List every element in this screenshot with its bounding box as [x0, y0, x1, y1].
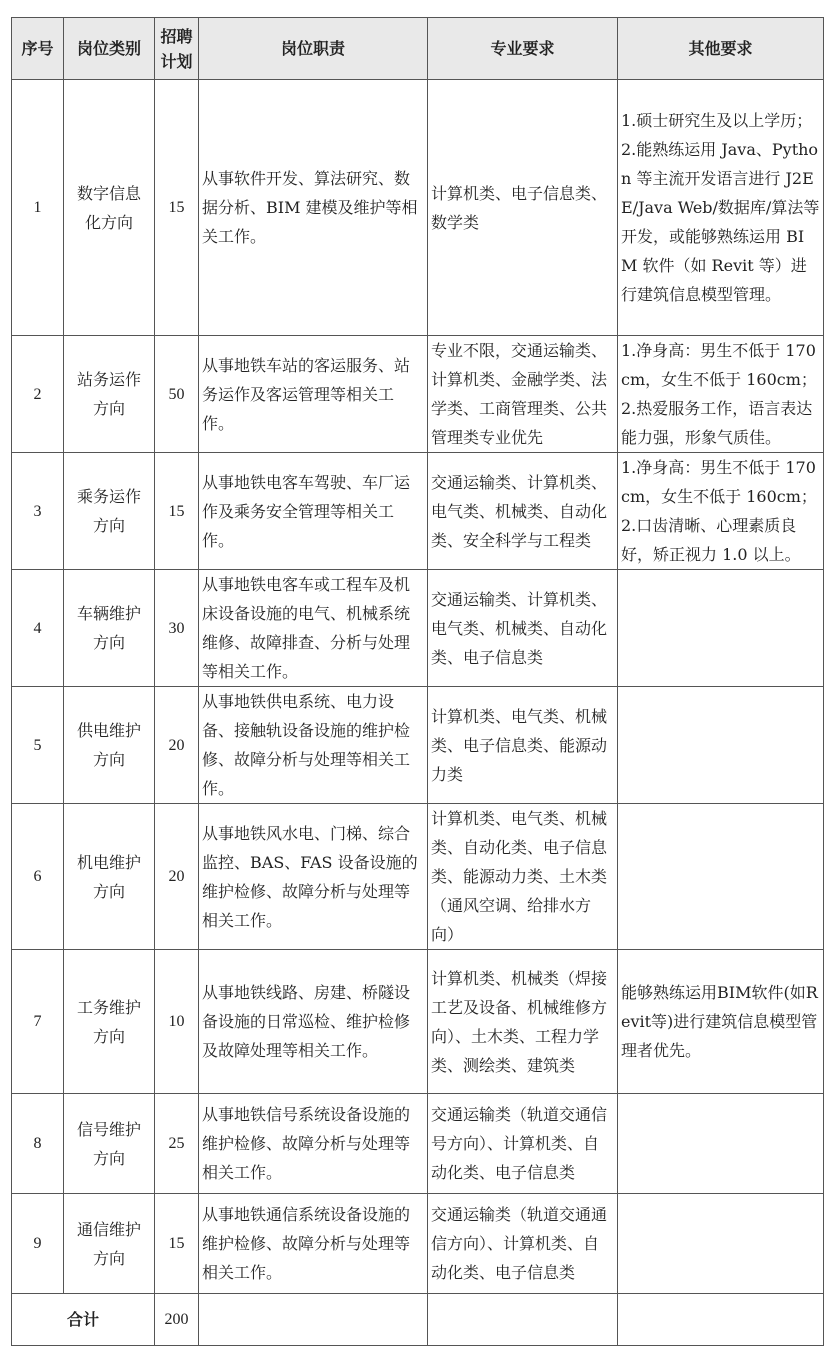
row-duty: 从事地铁供电系统、电力设备、接触轨设备设施的维护检修、故障分析与处理等相关工作。 [199, 687, 428, 804]
table-row [12, 453, 824, 570]
row-index: 4 [12, 570, 64, 687]
row-major: 计算机类、电气类、机械类、电子信息类、能源动力类 [428, 687, 618, 804]
row-plan: 50 [155, 336, 199, 453]
row-duty: 从事地铁通信系统设备设施的维护检修、故障分析与处理等相关工作。 [199, 1194, 428, 1294]
row-plan: 20 [155, 687, 199, 804]
row-duty: 从事地铁线路、房建、桥隧设备设施的日常巡检、维护检修及故障处理等相关工作。 [199, 950, 428, 1094]
recruitment-table [11, 17, 824, 1346]
row-category: 机电维护 方向 [64, 804, 155, 950]
row-index: 2 [12, 336, 64, 453]
row-other [618, 804, 824, 950]
recruitment-table-wrapper [11, 17, 824, 1346]
row-index: 5 [12, 687, 64, 804]
total-row [12, 1294, 824, 1346]
row-plan: 15 [155, 453, 199, 570]
row-index: 6 [12, 804, 64, 950]
header-category: 岗位类别 [64, 18, 155, 80]
row-other [618, 687, 824, 804]
row-major: 计算机类、机械类（焊接工艺及设备、机械维修方向）、土木类、工程力学类、测绘类、建筑类 [428, 950, 618, 1094]
row-major: 交通运输类（轨道交通信号方向）、计算机类、自动化类、电子信息类 [428, 1094, 618, 1194]
row-major: 交通运输类、计算机类、电气类、机械类、自动化类、安全科学与工程类 [428, 453, 618, 570]
header-plan: 招聘 计划 [155, 18, 199, 80]
header-row [12, 18, 824, 80]
row-category: 工务维护 方向 [64, 950, 155, 1094]
row-category: 乘务运作 方向 [64, 453, 155, 570]
row-major: 计算机类、电子信息类、数学类 [428, 80, 618, 336]
total-empty-major [428, 1294, 618, 1346]
total-empty-other [618, 1294, 824, 1346]
row-duty: 从事地铁车站的客运服务、站务运作及客运管理等相关工作。 [199, 336, 428, 453]
row-duty: 从事地铁风水电、门梯、综合监控、BAS、FAS 设备设施的维护检修、故障分析与处理等相关工作。 [199, 804, 428, 950]
row-duty: 从事地铁电客车或工程车及机床设备设施的电气、机械系统维修、故障排查、分析与处理等相关工作。 [199, 570, 428, 687]
table-row [12, 804, 824, 950]
row-category: 信号维护 方向 [64, 1094, 155, 1194]
table-row [12, 950, 824, 1094]
row-category: 供电维护 方向 [64, 687, 155, 804]
row-category: 站务运作 方向 [64, 336, 155, 453]
row-plan: 30 [155, 570, 199, 687]
total-empty-duty [199, 1294, 428, 1346]
row-plan: 10 [155, 950, 199, 1094]
row-plan: 25 [155, 1094, 199, 1194]
table-row [12, 80, 824, 336]
table-row [12, 1094, 824, 1194]
row-duty: 从事地铁电客车驾驶、车厂运作及乘务安全管理等相关工作。 [199, 453, 428, 570]
row-other: 1.净身高：男生不低于 170cm，女生不低于 160cm； 2.口齿清晰、心理素质良好，矫正视力 1.0 以上。 [618, 453, 824, 570]
row-duty: 从事地铁信号系统设备设施的维护检修、故障分析与处理等相关工作。 [199, 1094, 428, 1194]
row-major: 专业不限，交通运输类、计算机类、金融学类、法学类、工商管理类、公共管理类专业优先 [428, 336, 618, 453]
row-plan: 15 [155, 1194, 199, 1294]
header-major: 专业要求 [428, 18, 618, 80]
table-row [12, 570, 824, 687]
row-category: 数字信息 化方向 [64, 80, 155, 336]
table-row [12, 687, 824, 804]
table-row [12, 1194, 824, 1294]
row-major: 交通运输类（轨道交通通信方向）、计算机类、自动化类、电子信息类 [428, 1194, 618, 1294]
row-category: 车辆维护 方向 [64, 570, 155, 687]
header-other: 其他要求 [618, 18, 824, 80]
row-category: 通信维护 方向 [64, 1194, 155, 1294]
row-duty: 从事软件开发、算法研究、数据分析、BIM 建模及维护等相关工作。 [199, 80, 428, 336]
row-other: 1.净身高：男生不低于 170cm，女生不低于 160cm； 2.热爱服务工作，语言表达能力强，形象气质佳。 [618, 336, 824, 453]
row-index: 8 [12, 1094, 64, 1194]
header-index: 序号 [12, 18, 64, 80]
row-other [618, 1194, 824, 1294]
table-row [12, 336, 824, 453]
row-major: 交通运输类、计算机类、电气类、机械类、自动化类、电子信息类 [428, 570, 618, 687]
row-other [618, 570, 824, 687]
row-index: 1 [12, 80, 64, 336]
total-label: 合计 [12, 1294, 155, 1346]
total-plan: 200 [155, 1294, 199, 1346]
row-other [618, 1094, 824, 1194]
row-index: 7 [12, 950, 64, 1094]
row-major: 计算机类、电气类、机械类、自动化类、电子信息类、能源动力类、土木类（通风空调、给排水方向） [428, 804, 618, 950]
row-other: 能够熟练运用BIM软件(如Revit等)进行建筑信息模型管理者优先。 [618, 950, 824, 1094]
row-plan: 20 [155, 804, 199, 950]
row-plan: 15 [155, 80, 199, 336]
header-duty: 岗位职责 [199, 18, 428, 80]
row-other: 1.硕士研究生及以上学历； 2.能熟练运用 Java、Python 等主流开发语言进行 J2EE/Java Web/数据库/算法等开发，或能够熟练运用 BIM 软件（如 Revit 等）进行建筑信息模型管理。 [618, 80, 824, 336]
row-index: 9 [12, 1194, 64, 1294]
row-index: 3 [12, 453, 64, 570]
